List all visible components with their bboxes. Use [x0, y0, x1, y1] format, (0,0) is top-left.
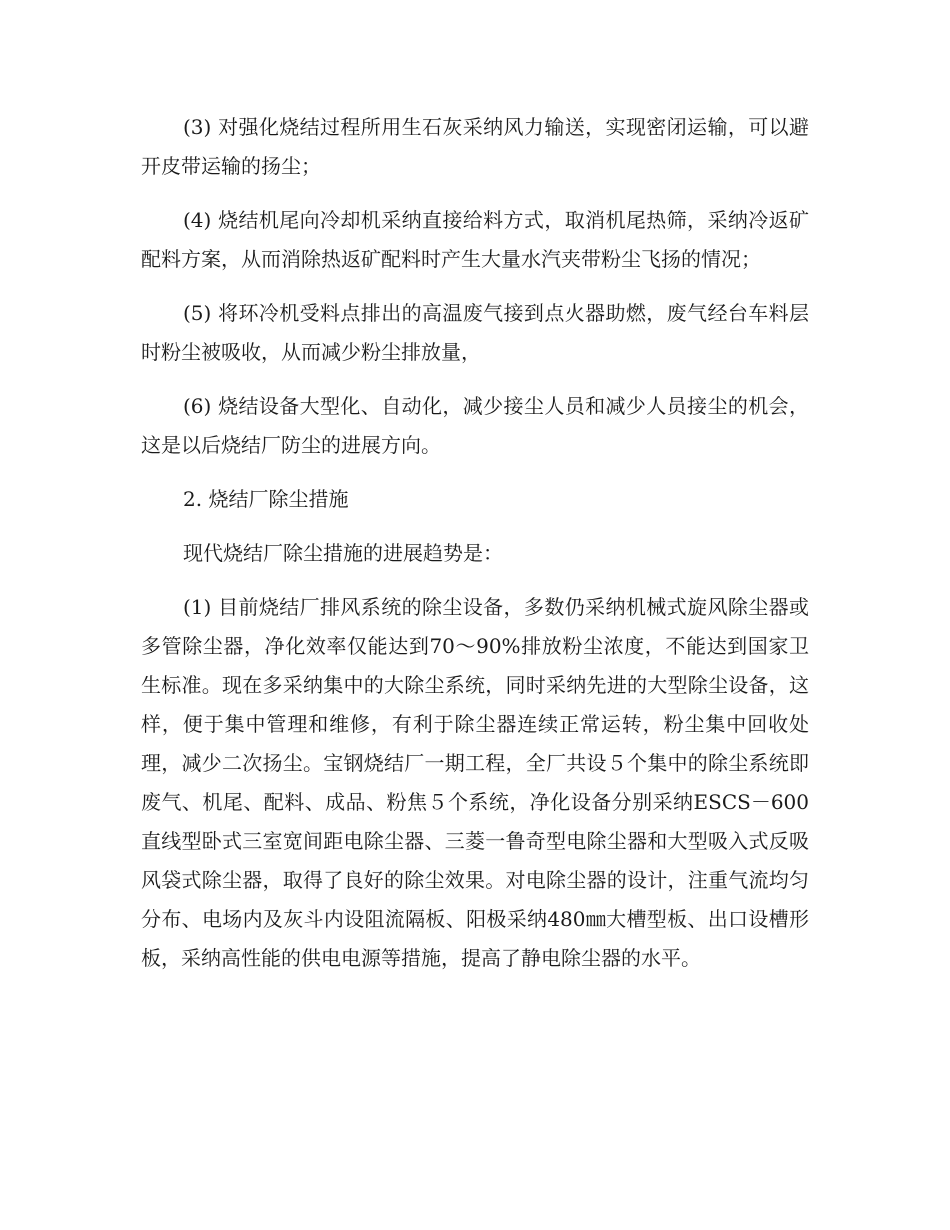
paragraph-item-4: (4) 烧结机尾向冷却机采纳直接给料方式，取消机尾热筛，采纳冷返矿配料方案，从而消除热返矿配料时产生大量水汽夹带粉尘飞扬的情况；	[141, 208, 809, 271]
paragraph-item-6: (6) 烧结设备大型化、自动化，减少接尘人员和减少人员接尘的机会，这是以后烧结厂防尘的进展方向。	[141, 394, 809, 457]
paragraph-item-5: (5) 将环冷机受料点排出的高温废气接到点火器助燃，废气经台车料层时粉尘被吸收，从而减少粉尘排放量，	[141, 301, 809, 364]
intro-paragraph: 现代烧结厂除尘措施的进展趋势是：	[183, 541, 503, 565]
paragraph-item-1: (1) 目前烧结厂排风系统的除尘设备，多数仍采纳机械式旋风除尘器或多管除尘器，净化效率仅能达到70～90%排放粉尘浓度，不能达到国家卫生标准。现在多采纳集中的大除尘系统，同时采纳先进的大型除尘设备，这样，便于集中管理和维修，有利于除尘器连续正常运转，粉尘集中回收处理，减少二次扬尘。宝钢烧结厂一期工程，全厂共设５个集中的除尘系统即废气、机尾、配料、成品、粉焦５个系统，净化设备分别采纳ESCS－600直线型卧式三室宽间距电除尘器、三菱一鲁奇型电除尘器和大型吸入式反吸风袋式除尘器，取得了良好的除尘效果。对电除尘器的设计，注重气流均匀分布、电场内及灰斗内设阻流隔板、阳极采纳480㎜大槽型板、出口设槽形板，采纳高性能的供电电源等措施，提高了静电除尘器的水平。	[141, 595, 809, 970]
document-body	[141, 108, 809, 978]
section-heading: 2. 烧结厂除尘措施	[183, 487, 349, 511]
paragraph-item-3: (3) 对强化烧结过程所用生石灰采纳风力输送，实现密闭运输，可以避开皮带运输的扬尘；	[141, 115, 809, 178]
